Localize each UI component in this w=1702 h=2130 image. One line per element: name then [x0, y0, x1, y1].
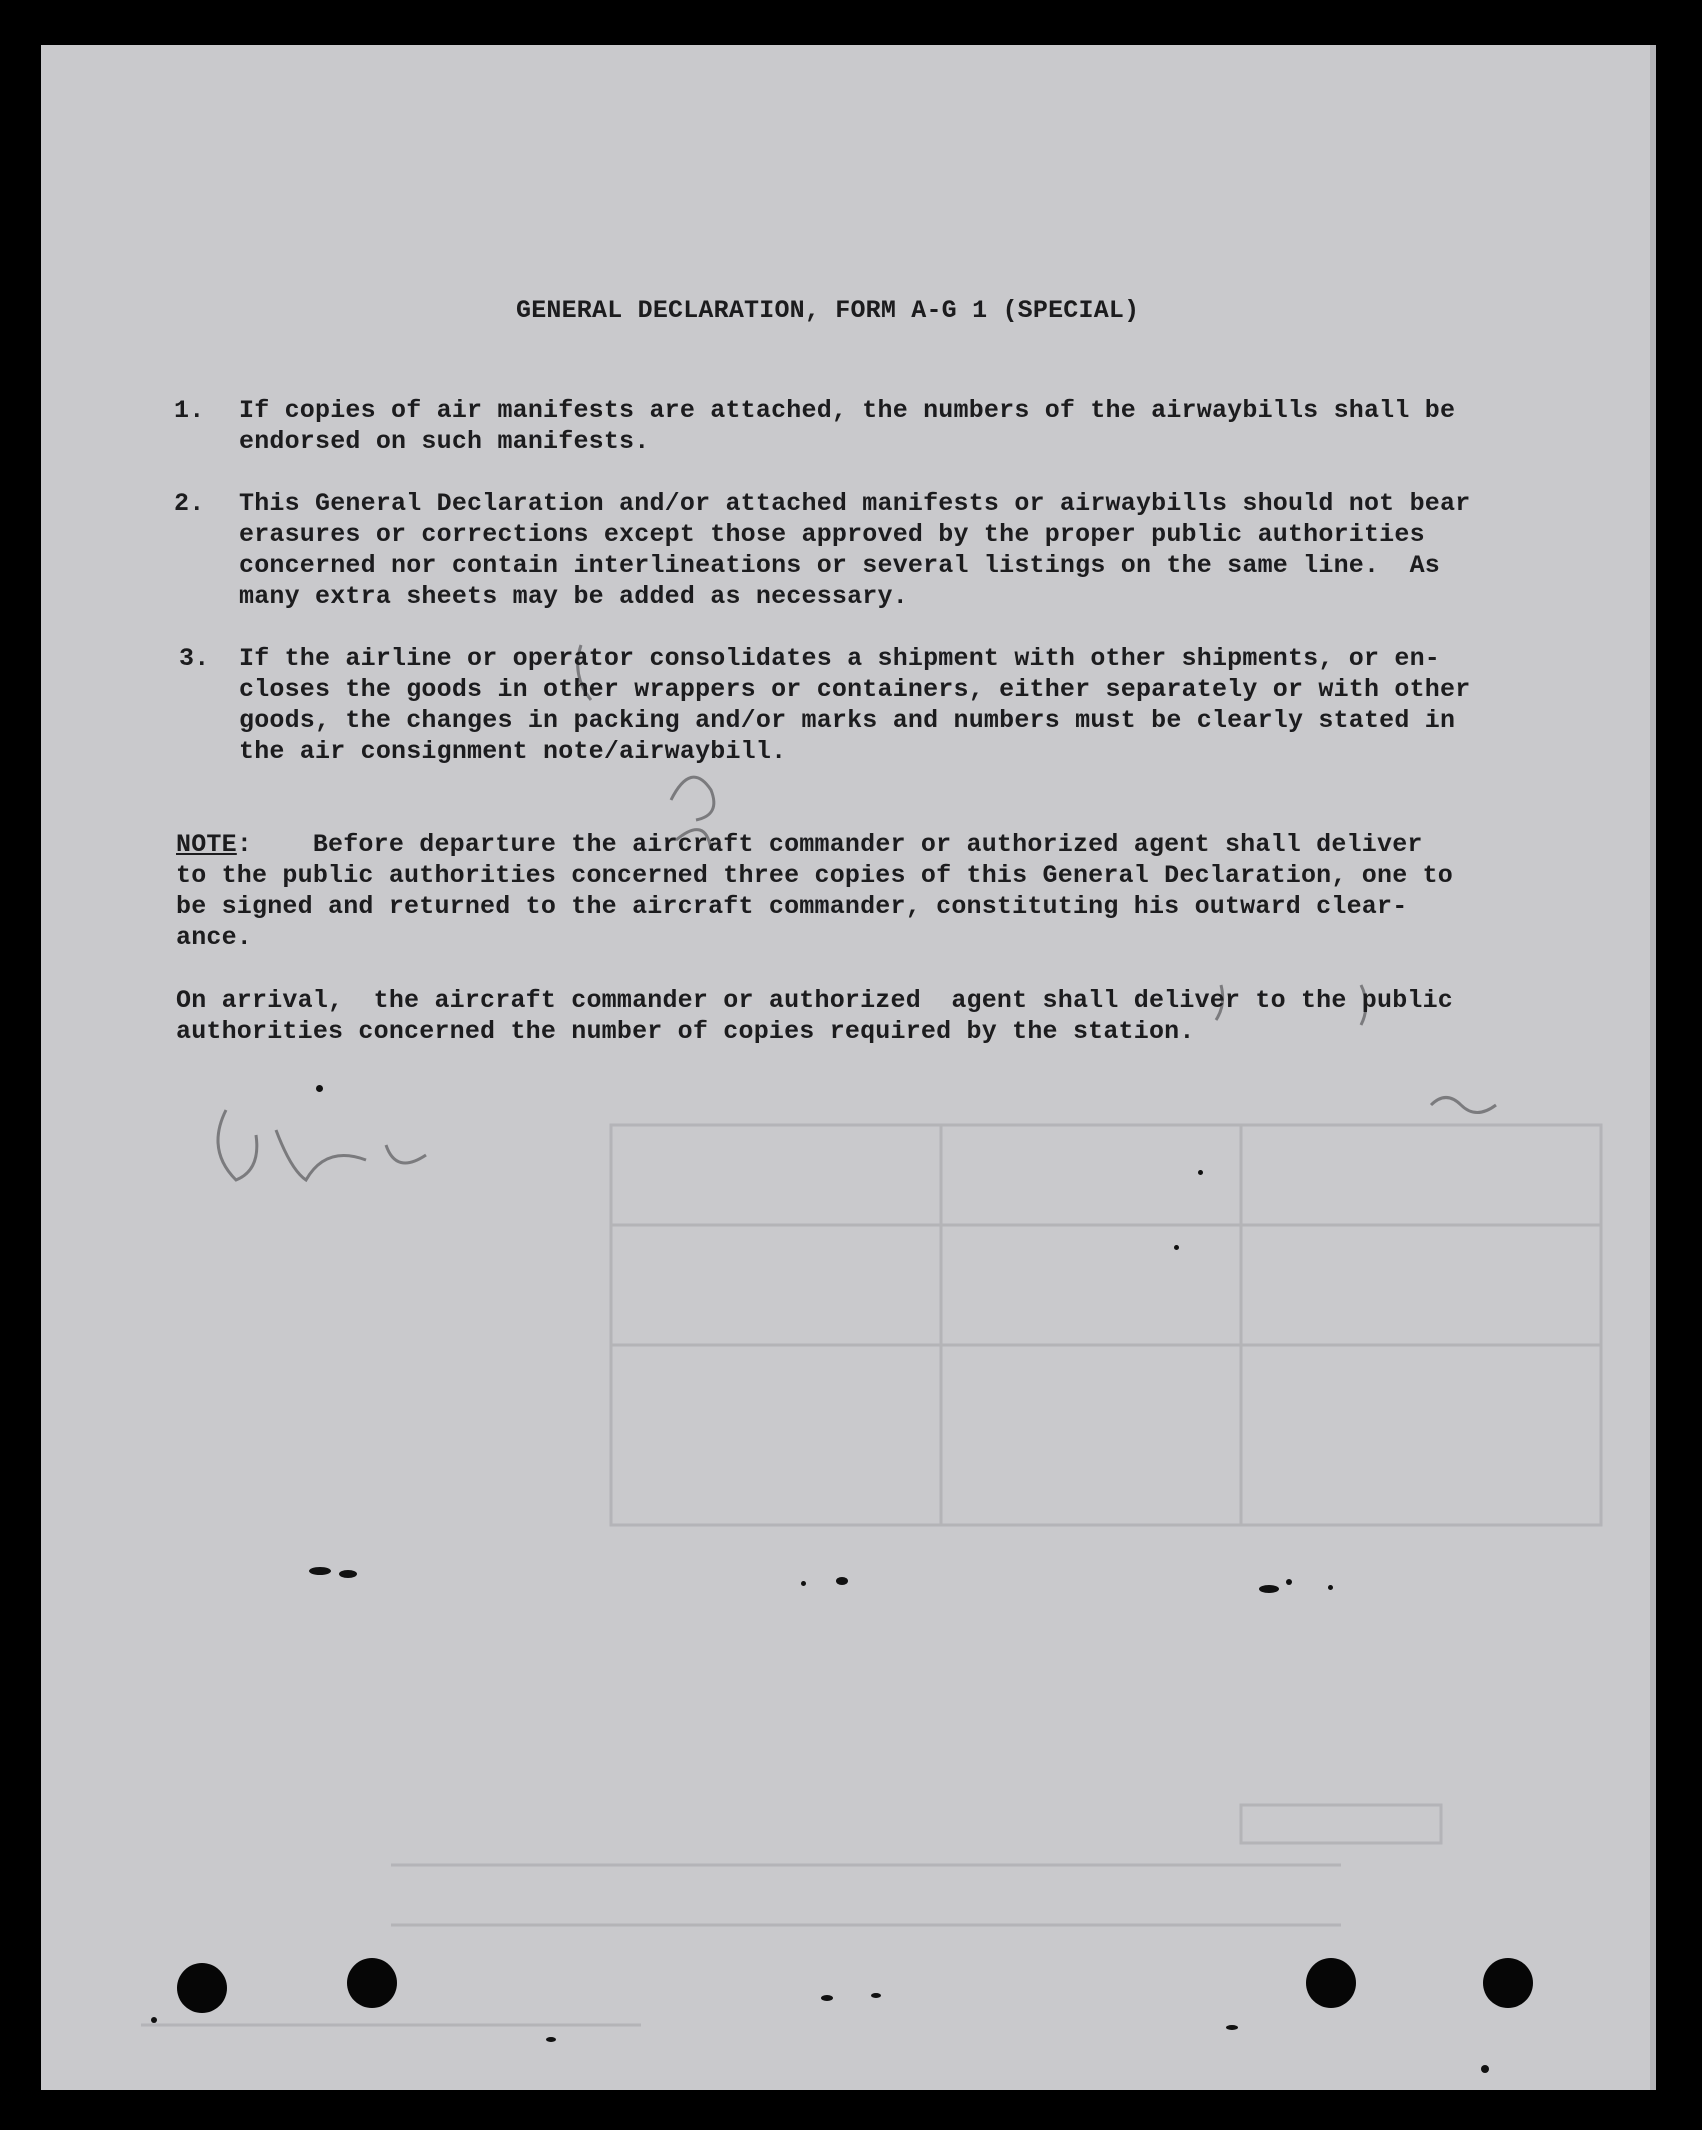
ink-speck	[871, 1993, 881, 1998]
item-text-line: closes the goods in other wrappers or containers, either separately or with other	[239, 675, 1471, 704]
ink-speck	[1198, 1170, 1203, 1175]
arrival-text-line: On arrival, the aircraft commander or authorized agent shall deliver to the public	[176, 986, 1454, 1015]
punch-hole	[347, 1958, 397, 2008]
handwriting-stroke	[276, 1130, 366, 1180]
item-text-line: many extra sheets may be added as necessary.	[239, 582, 908, 611]
note-text: : Before departure the aircraft commander or authorized agent shall deliver	[236, 830, 1423, 859]
punch-hole	[1306, 1958, 1356, 2008]
ink-speck	[836, 1577, 848, 1585]
punch-hole	[1483, 1958, 1533, 2008]
bleed-stamp	[1241, 1805, 1441, 1843]
item-text-line: erasures or corrections except those approved by the proper public authorities	[239, 520, 1425, 549]
ink-speck	[1286, 1579, 1292, 1585]
item-text-line: If the airline or operator consolidates a shipment with other shipments, or en-	[239, 644, 1440, 673]
document-page	[41, 45, 1656, 2090]
bleed-through-marks	[41, 45, 1656, 2090]
ink-speck	[309, 1567, 331, 1575]
bleed-box	[611, 1125, 1601, 1525]
note-first-line	[176, 829, 1423, 860]
handwriting-stroke	[671, 777, 714, 820]
ink-speck	[339, 1570, 357, 1578]
ink-speck	[801, 1581, 806, 1586]
ink-speck	[316, 1085, 323, 1092]
note-text-line: ance.	[176, 923, 253, 952]
ink-speck	[821, 1995, 833, 2001]
item-number: 1.	[174, 396, 205, 425]
item-text-line: If copies of air manifests are attached, the numbers of the airwaybills shall be	[239, 396, 1456, 425]
ink-speck	[1328, 1585, 1333, 1590]
note-text-line: to the public authorities concerned three copies of this General Declaration, one to	[176, 861, 1454, 890]
ink-speck	[1226, 2025, 1238, 2030]
ink-speck	[546, 2037, 556, 2042]
page-title: GENERAL DECLARATION, FORM A-G 1 (SPECIAL)	[516, 296, 1140, 325]
item-text-line: the air consignment note/airwaybill.	[239, 737, 787, 766]
item-text-line: goods, the changes in packing and/or marks and numbers must be clearly stated in	[239, 706, 1456, 735]
item-number: 2.	[174, 489, 205, 518]
handwriting-stroke	[386, 1145, 426, 1163]
note-label: NOTE	[176, 830, 237, 859]
ink-speck	[1481, 2065, 1489, 2073]
item-number: 3.	[179, 644, 210, 673]
ink-speck	[1259, 1585, 1279, 1593]
item-text-line: endorsed on such manifests.	[239, 427, 650, 456]
ink-speck	[1174, 1245, 1179, 1250]
note-text-line: be signed and returned to the aircraft commander, constituting his outward clear-	[176, 892, 1408, 921]
handwriting-stroke	[1431, 1098, 1496, 1113]
handwriting-stroke	[218, 1110, 257, 1180]
arrival-text-line: authorities concerned the number of copies required by the station.	[176, 1017, 1195, 1046]
item-text-line: This General Declaration and/or attached manifests or airwaybills should not bear	[239, 489, 1471, 518]
ink-speck	[151, 2017, 157, 2023]
punch-hole	[177, 1963, 227, 2013]
item-text-line: concerned nor contain interlineations or several listings on the same line. As	[239, 551, 1440, 580]
